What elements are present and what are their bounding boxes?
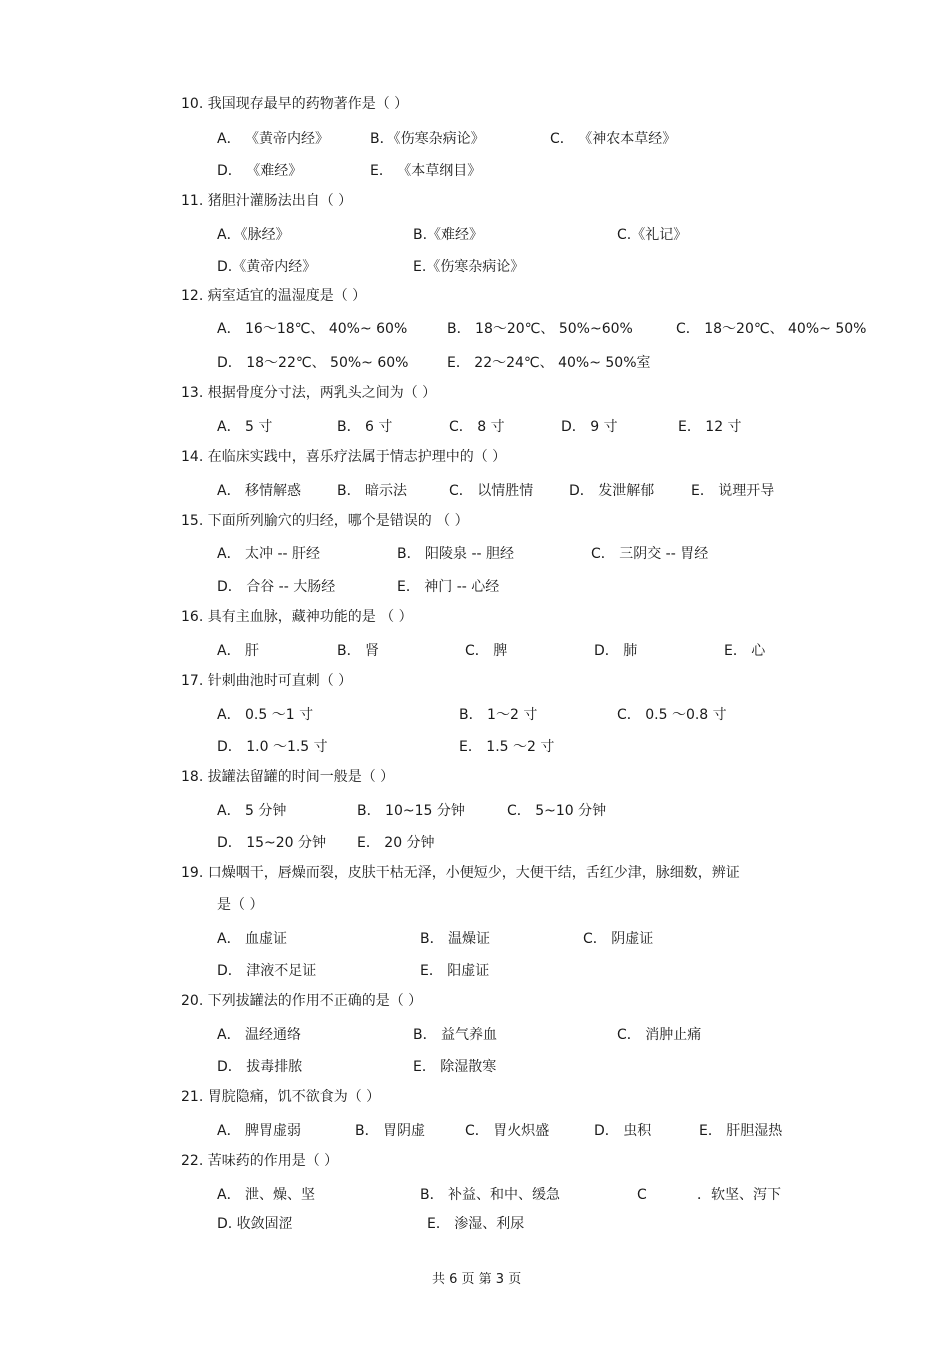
question-stem: 15. 下面所列腧穴的归经，哪个是错误的 （ ）	[181, 513, 469, 529]
option: A．《脉经》	[217, 227, 290, 243]
question-stem: 18. 拔罐法留罐的时间一般是（ ）	[181, 769, 395, 785]
option: C． 《神农本草经》	[550, 131, 677, 147]
option: C． 脾	[465, 643, 508, 659]
option: D． 发泄解郁	[569, 483, 655, 499]
option: A． 5 分钟	[217, 803, 287, 819]
option: C． 以情胜情	[449, 483, 534, 499]
option: C． 阴虚证	[583, 931, 654, 947]
option: C． 胃火炽盛	[465, 1123, 550, 1139]
option: A． 《黄帝内经》	[217, 131, 330, 147]
option: C． 8 寸	[449, 419, 505, 435]
question-stem: 13. 根据骨度分寸法，两乳头之间为（ ）	[181, 385, 437, 401]
option: E． 《本草纲目》	[370, 163, 482, 179]
question-stem: 17. 针刺曲池时可直刺（ ）	[181, 673, 353, 689]
question-stem: 22. 苦味药的作用是（ ）	[181, 1153, 339, 1169]
option: E． 12 寸	[678, 419, 742, 435]
question-stem: 10. 我国现存最早的药物著作是（ ）	[181, 96, 409, 112]
option: C． 18～20℃、 40%~ 50%	[676, 321, 867, 337]
option: C． 0.5 ～0.8 寸	[617, 707, 727, 723]
option: E． 说理开导	[691, 483, 775, 499]
question-stem: 14. 在临床实践中，喜乐疗法属于情志护理中的（ ）	[181, 449, 507, 465]
option: D． 肺	[594, 643, 638, 659]
option: D． 9 寸	[561, 419, 618, 435]
option: A． 16～18℃、 40%~ 60%	[217, 321, 408, 337]
option: E． 1.5 ～2 寸	[459, 739, 555, 755]
page-footer: 共 6 页 第 3 页	[432, 1272, 522, 1287]
option: E． 除湿散寒	[413, 1059, 497, 1075]
question-stem: 19. 口燥咽干，唇燥而裂，皮肤干枯无泽，小便短少，大便干结，舌红少津，脉细数，辨证	[181, 865, 740, 881]
option: E． 心	[724, 643, 766, 659]
option: B． 18～20℃、 50%~60%	[447, 321, 633, 337]
option: B． 肾	[337, 643, 380, 659]
question-stem: 11. 猪胆汁灌肠法出自（ ）	[181, 193, 353, 209]
option: A． 温经通络	[217, 1027, 302, 1043]
option: E． 22～24℃、 40%~ 50%室	[447, 355, 651, 371]
option: A． 脾胃虚弱	[217, 1123, 302, 1139]
option: B． 暗示法	[337, 483, 408, 499]
option: C	[637, 1187, 647, 1203]
option: E． 神门 -- 心经	[397, 579, 500, 595]
option: B.《难经》	[413, 227, 484, 243]
option: C． 三阴交 -- 胃经	[591, 546, 709, 562]
option: C． 5~10 分钟	[507, 803, 607, 819]
question-stem: 12. 病室适宜的温湿度是（ ）	[181, 288, 367, 304]
option: ．软坚、泻下	[697, 1187, 781, 1203]
option: B． 温燥证	[420, 931, 491, 947]
option: D． 津液不足证	[217, 963, 317, 979]
option: A． 移情解惑	[217, 483, 302, 499]
option: D. 收敛固涩	[217, 1216, 293, 1232]
option: E． 肝胆湿热	[699, 1123, 783, 1139]
option: E． 20 分钟	[357, 835, 435, 851]
option: C.《礼记》	[617, 227, 688, 243]
option: E． 渗湿、利尿	[427, 1216, 525, 1232]
question-stem: 20. 下列拔罐法的作用不正确的是（ ）	[181, 993, 423, 1009]
option: E． 阳虚证	[420, 963, 490, 979]
option: B． 1～2 寸	[459, 707, 538, 723]
option: D． 15~20 分钟	[217, 835, 327, 851]
option: A． 肝	[217, 643, 260, 659]
option: B． 胃阴虚	[355, 1123, 426, 1139]
option: A． 血虚证	[217, 931, 288, 947]
option: D． 拔毒排脓	[217, 1059, 303, 1075]
option: A． 5 寸	[217, 419, 273, 435]
option: D． 虫积	[594, 1123, 652, 1139]
option: B．《伤寒杂病论》	[370, 131, 485, 147]
question-stem-continuation: 是（ ）	[217, 897, 264, 913]
option: D.《黄帝内经》	[217, 259, 317, 275]
option: A． 泄、燥、坚	[217, 1187, 316, 1203]
option: D． 18～22℃、 50%~ 60%	[217, 355, 409, 371]
option: D． 1.0 ～1.5 寸	[217, 739, 328, 755]
option: B． 阳陵泉 -- 胆经	[397, 546, 515, 562]
option: A． 0.5 ～1 寸	[217, 707, 314, 723]
option: B． 10~15 分钟	[357, 803, 465, 819]
option: B． 益气养血	[413, 1027, 498, 1043]
option: C． 消肿止痛	[617, 1027, 702, 1043]
option: A． 太冲 -- 肝经	[217, 546, 321, 562]
option: D． 合谷 -- 大肠经	[217, 579, 336, 595]
option: B． 补益、和中、缓急	[420, 1187, 561, 1203]
question-stem: 16. 具有主血脉，藏神功能的是 （ ）	[181, 609, 413, 625]
option: B． 6 寸	[337, 419, 393, 435]
question-stem: 21. 胃脘隐痛，饥不欲食为（ ）	[181, 1089, 381, 1105]
option: E.《伤寒杂病论》	[413, 259, 525, 275]
option: D． 《难经》	[217, 163, 303, 179]
